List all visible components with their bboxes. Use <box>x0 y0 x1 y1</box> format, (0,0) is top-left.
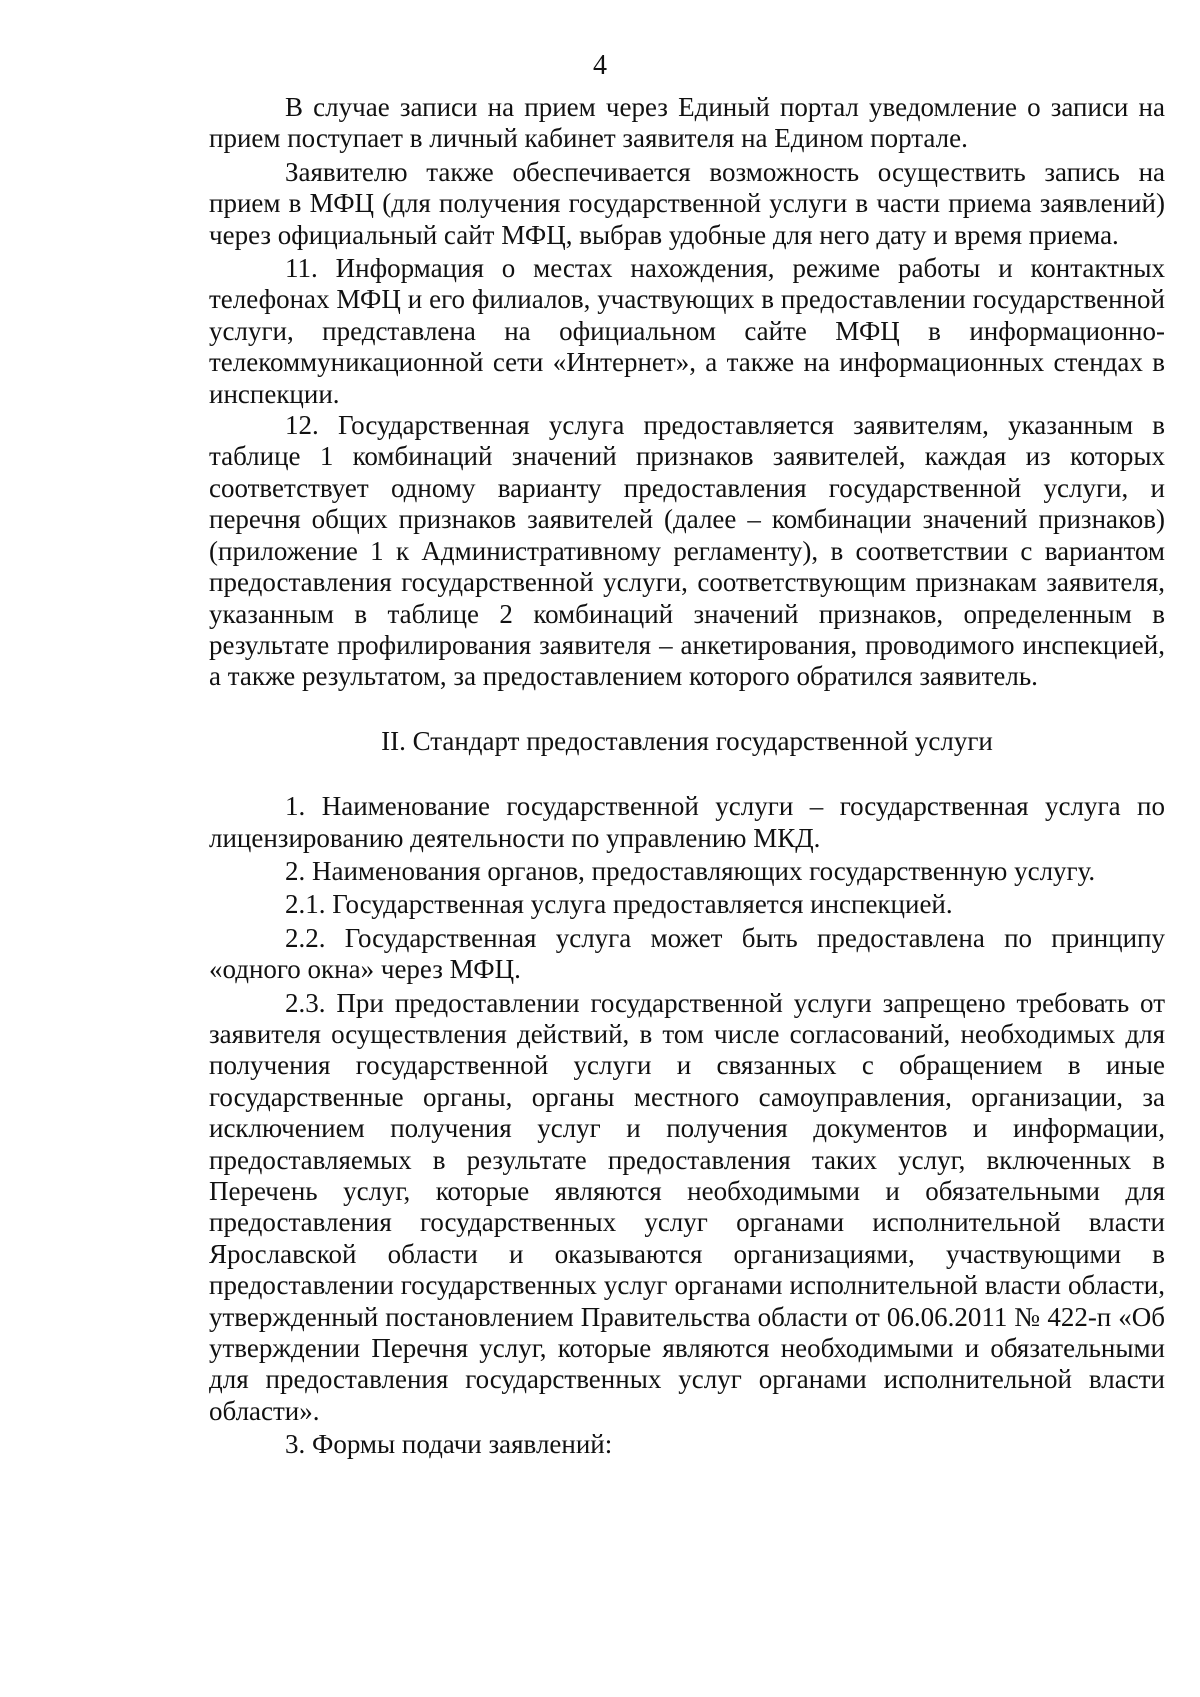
page-number: 4 <box>593 50 607 81</box>
paragraph-2-3-prohibited-requirements: 2.3. При предоставлении государственной услуги запрещено требовать от заявителя осуществления действий, в том числе согласований, необходимых для получения государственной услуги и связанных с обращением в иные государственные органы, органы местного самоуправления, организации, за исключением получения услуг и получения документов и информации, предоставляемых в результате предоставления таких услуг, включенных в Перечень услуг, которые являются необходимыми и обязательными для предоставления государственных услуг органами исполнительной власти Ярославской области и оказываются организациями, участвующими в предоставлении государственных услуг органами исполнительной власти области, утвержденный постановлением Правительства области от 06.06.2011 № 422-п «Об утверждении Перечня услуг, которые являются необходимыми и обязательными для предоставления государственных услуг органами исполнительной власти области». <box>209 987 1165 1426</box>
paragraph-2-1-inspection: 2.1. Государственная услуга предоставляется инспекцией. <box>285 889 953 920</box>
paragraph-2-2-one-window: 2.2. Государственная услуга может быть предоставлена по принципу «одного окна» через МФЦ. <box>209 922 1165 985</box>
section-heading: II. Стандарт предоставления государственной услуги <box>381 725 993 756</box>
paragraph-3-application-forms: 3. Формы подачи заявлений: <box>285 1429 613 1460</box>
paragraph-appointment-notification: В случае записи на прием через Единый портал уведомление о записи на прием поступает в личный кабинет заявителя на Едином портале. <box>209 92 1165 154</box>
paragraph-1-service-name: 1. Наименование государственной услуги – государственная услуга по лицензированию деятельности по управлению МКД. <box>209 791 1165 853</box>
paragraph-2-authorities: 2. Наименования органов, предоставляющих государственную услугу. <box>285 855 1096 886</box>
paragraph-mfc-appointment: Заявителю также обеспечивается возможность осуществить запись на прием в МФЦ (для получения государственной услуги в части приема заявлений) через официальный сайт МФЦ, выбрав удобные для него дату и время приема. <box>209 156 1165 250</box>
paragraph-12-applicants: 12. Государственная услуга предоставляется заявителям, указанным в таблице 1 комбинаций значений признаков заявителей, каждая из которых соответствует одному варианту предоставления государственной услуги, и перечня общих признаков заявителей (далее – комбинации значений признаков) (приложение 1 к Административному регламенту), в соответствии с вариантом предоставления государственной услуги, соответствующим признакам заявителя, указанным в таблице 2 комбинаций значений признаков, определенным в результате профилирования заявителя – анкетирования, проводимого инспекцией, а также результатом, за предоставлением которого обратился заявитель. <box>209 410 1165 692</box>
paragraph-11-mfc-info: 11. Информация о местах нахождения, режиме работы и контактных телефонах МФЦ и его филиалов, участвующих в предоставлении государственной услуги, представлена на официальном сайте МФЦ в информационно-телекоммуникационной сети «Интернет», а также на информационных стендах в инспекции. <box>209 253 1165 409</box>
document-body <box>209 92 1165 1461</box>
